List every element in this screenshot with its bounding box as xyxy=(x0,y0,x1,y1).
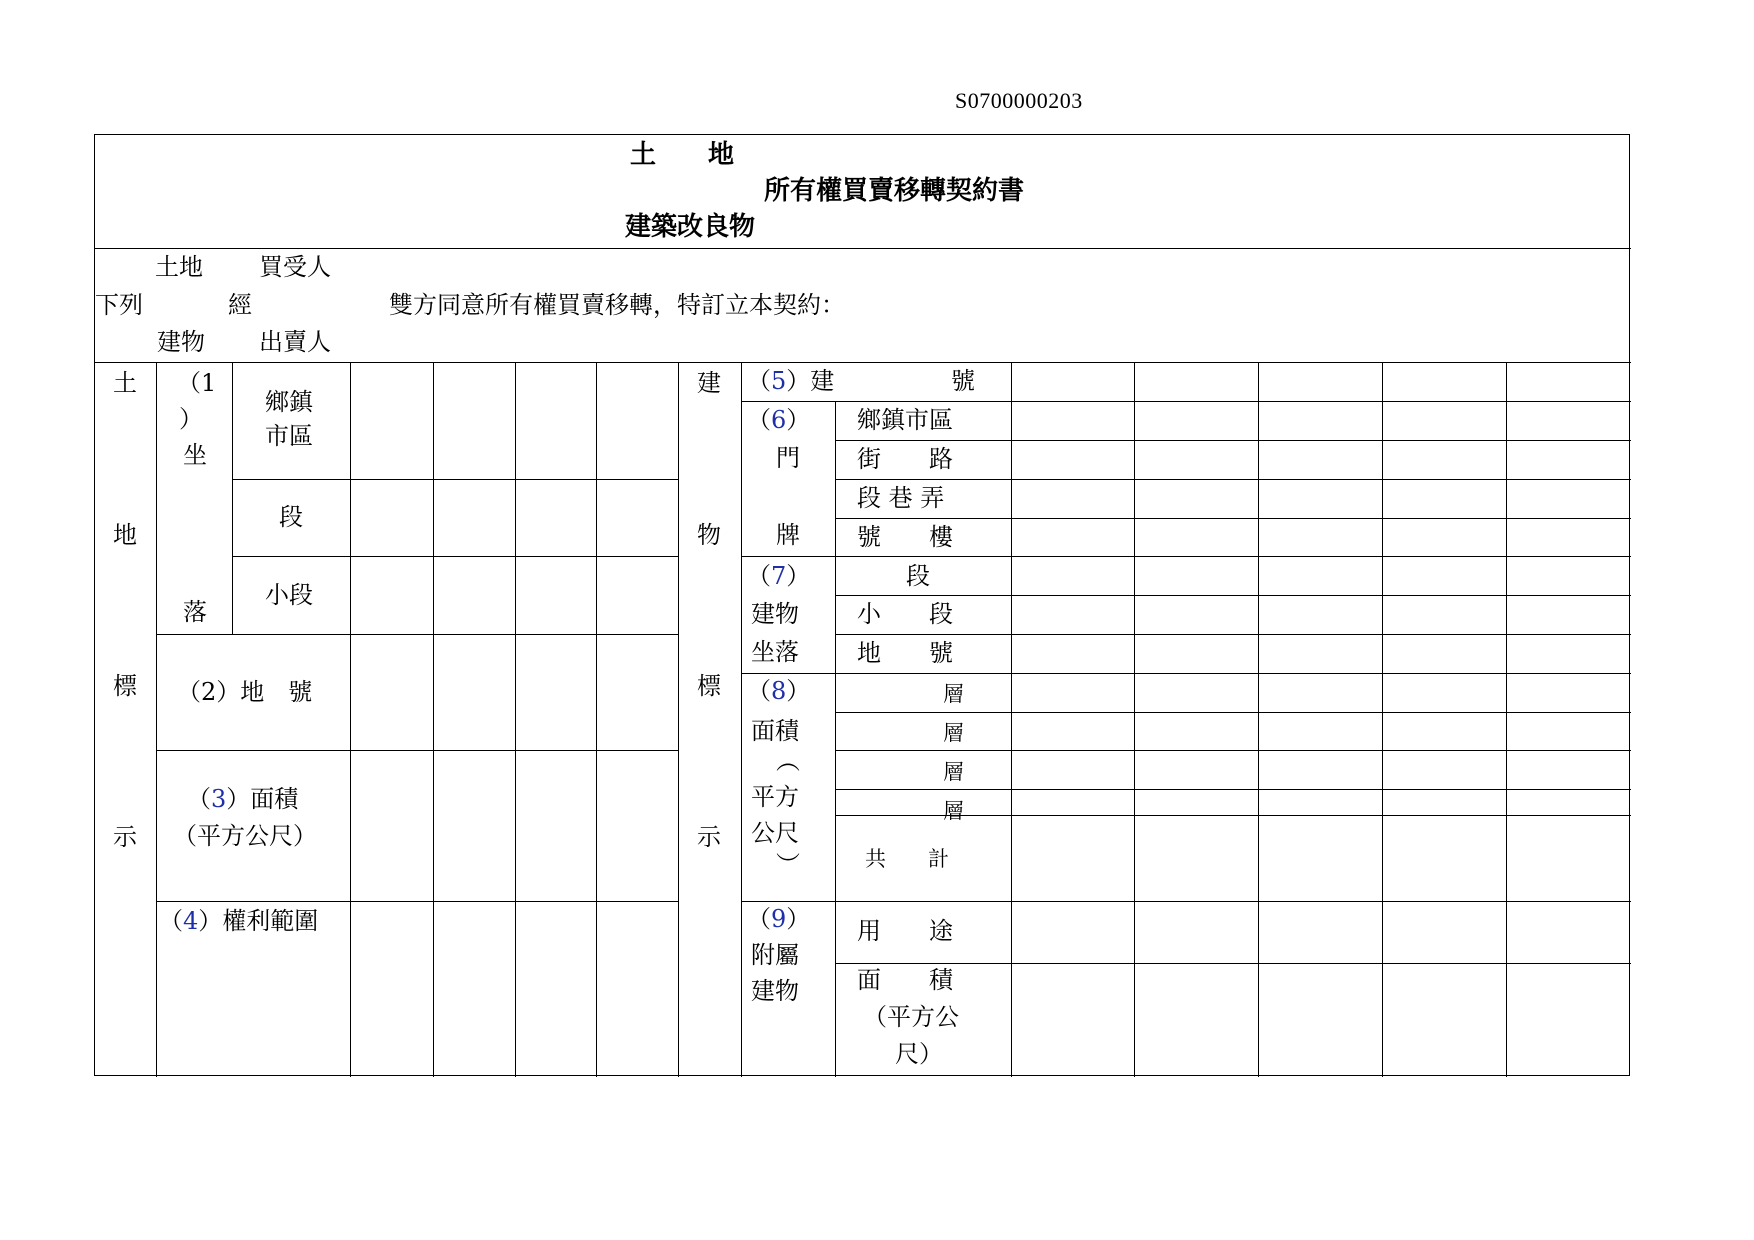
building-location-label: 坐落 xyxy=(751,638,799,666)
land-area-label: （3）面積 xyxy=(187,785,299,813)
document-code: S0700000203 xyxy=(955,88,1083,113)
door-plate-row: 段 巷 弄 xyxy=(857,484,945,512)
grid-line xyxy=(1506,362,1507,1077)
building-label-char: 物 xyxy=(697,521,721,549)
item-number: 8 xyxy=(771,677,787,705)
agree-prefix: 下列 xyxy=(95,291,143,319)
grid-line xyxy=(741,401,1631,402)
grid-line xyxy=(1258,362,1259,1077)
grid-line xyxy=(835,440,1631,441)
lot-number-label: （2）地 號 xyxy=(177,678,313,706)
floor-row: 層 xyxy=(943,799,964,823)
item-number: 2 xyxy=(201,678,217,706)
floor-row: 層 xyxy=(943,760,964,784)
grid-line xyxy=(835,401,836,1077)
grid-line xyxy=(835,963,1631,964)
floor-row: 層 xyxy=(943,721,964,745)
grid-line xyxy=(741,673,1631,674)
agree-building: 建物 xyxy=(157,328,205,356)
building-location-row: 段 xyxy=(906,562,930,590)
land-area-text: 面積 xyxy=(250,785,299,813)
location-label: ） xyxy=(179,405,203,433)
floor-total: 共 計 xyxy=(865,847,949,871)
door-plate-row: 鄉鎮市區 xyxy=(857,406,953,434)
agree-seller: 出賣人 xyxy=(259,328,331,356)
grid-line xyxy=(156,634,678,635)
grid-line xyxy=(741,901,1631,902)
building-label-char: 標 xyxy=(697,672,721,700)
item-number: 3 xyxy=(211,785,227,813)
item-number: 7 xyxy=(771,562,787,590)
township-label: 市區 xyxy=(265,422,313,450)
agree-text: 雙方同意所有權買賣移轉，特訂立本契約： xyxy=(389,291,845,319)
grid-line xyxy=(232,362,233,634)
land-label-char: 示 xyxy=(113,823,137,851)
title-land: 土 地 xyxy=(630,140,735,170)
annex-label: 附屬 xyxy=(751,941,799,969)
floor-area-label: ︵ xyxy=(776,747,800,775)
item-number: 6 xyxy=(771,406,787,434)
building-location-row: 小 段 xyxy=(857,600,953,628)
annex-area: （平方公 xyxy=(863,1003,959,1031)
rights-text: 權利範圍 xyxy=(222,907,319,935)
land-label-char: 標 xyxy=(113,672,137,700)
building-label-char: 建 xyxy=(697,369,721,397)
location-label: （1 xyxy=(177,369,217,397)
grid-line xyxy=(835,479,1631,480)
grid-line xyxy=(835,634,1631,635)
annex-use: 用 途 xyxy=(857,917,953,945)
grid-line xyxy=(741,556,1631,557)
annex-label: 建物 xyxy=(751,977,799,1005)
grid-line xyxy=(835,789,1631,790)
agree-land: 土地 xyxy=(155,253,203,281)
item-number: 9 xyxy=(771,905,787,933)
grid-line xyxy=(835,712,1631,713)
floor-area-label: （8） xyxy=(747,677,811,705)
title-building: 建築改良物 xyxy=(625,212,756,242)
contract-form xyxy=(94,134,1630,1076)
form-title: 所有權買賣移轉契約書 xyxy=(764,176,1025,206)
subsection-label: 小段 xyxy=(265,581,313,609)
lot-number-text: 地 號 xyxy=(240,678,313,706)
floor-row: 層 xyxy=(943,682,964,706)
agree-via: 經 xyxy=(228,291,252,319)
divider xyxy=(95,248,1631,249)
rights-label: （4）權利範圍 xyxy=(159,907,319,935)
door-plate-label: 門 xyxy=(776,444,800,472)
grid-line xyxy=(741,362,742,1077)
grid-line xyxy=(835,595,1631,596)
building-no-label: （5）建 xyxy=(747,367,835,395)
grid-line xyxy=(1011,362,1012,1077)
grid-line xyxy=(156,750,678,751)
annex-area: 尺） xyxy=(895,1040,943,1068)
grid-line xyxy=(232,479,678,480)
grid-line xyxy=(1134,362,1135,1077)
grid-line xyxy=(1382,362,1383,1077)
floor-area-label: ︶ xyxy=(776,851,800,879)
annex-label: （9） xyxy=(747,905,811,933)
door-plate-label: （6） xyxy=(747,406,811,434)
land-area-unit: （平方公尺） xyxy=(173,822,317,850)
door-plate-label: 牌 xyxy=(776,521,800,549)
item-number: 5 xyxy=(771,367,787,395)
grid-line xyxy=(156,901,678,902)
grid-line xyxy=(156,362,157,1077)
divider xyxy=(95,362,1631,363)
grid-line xyxy=(433,362,434,1077)
grid-line xyxy=(350,362,351,1077)
section-label: 段 xyxy=(279,503,303,531)
building-no-text: 號 xyxy=(951,367,975,395)
grid-line xyxy=(835,750,1631,751)
grid-line xyxy=(232,556,678,557)
agree-buyer: 買受人 xyxy=(259,253,331,281)
location-label: 落 xyxy=(183,598,207,626)
building-location-row: 地 號 xyxy=(857,639,953,667)
door-plate-row: 街 路 xyxy=(857,445,953,473)
building-label-char: 示 xyxy=(697,823,721,851)
floor-area-label: 面積 xyxy=(751,717,799,745)
township-label: 鄉鎮 xyxy=(265,388,313,416)
grid-line xyxy=(515,362,516,1077)
grid-line xyxy=(835,518,1631,519)
floor-area-label: 公尺 xyxy=(751,819,799,847)
item-number: 4 xyxy=(183,907,199,935)
door-plate-row: 號 樓 xyxy=(857,523,953,551)
building-location-label: （7） xyxy=(747,562,811,590)
building-no-text: 建 xyxy=(810,367,835,395)
land-label-char: 土 xyxy=(113,369,137,397)
building-location-label: 建物 xyxy=(751,600,799,628)
grid-line xyxy=(678,362,679,1077)
floor-area-label: 平方 xyxy=(751,783,799,811)
location-label: 坐 xyxy=(183,441,207,469)
grid-line xyxy=(596,362,597,1077)
land-label-char: 地 xyxy=(113,521,137,549)
annex-area: 面 積 xyxy=(857,966,953,994)
